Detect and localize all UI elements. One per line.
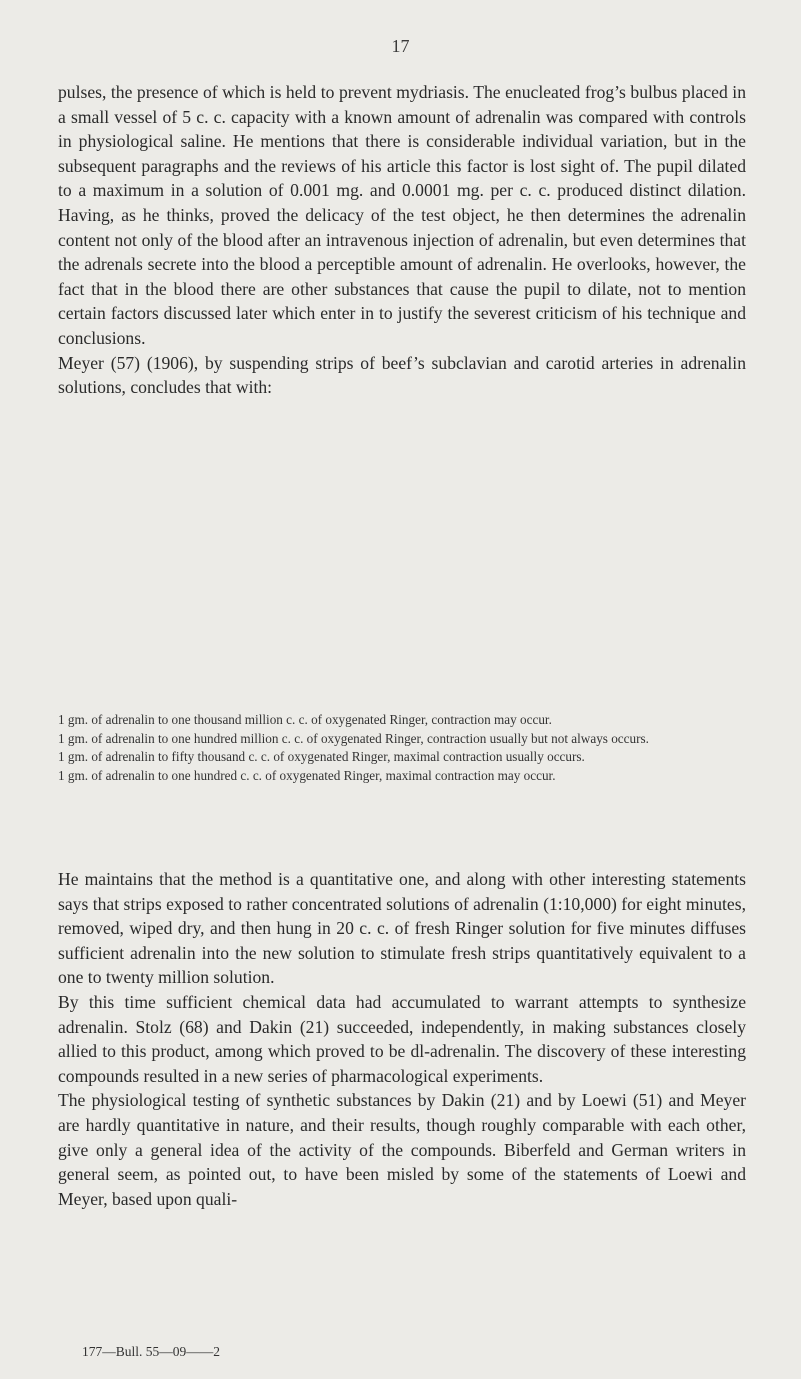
paragraph-testing: The physiological testing of synthetic substances by Dakin (21) and by Loewi (51) and Meyer are hardly quantitative in nature, and their results, though roughly comparable with each other, give only a general idea of the activity of the compounds. Biberfeld and German writers in general seem, as pointed out, to have been misled by some of the statements of Loewi and Meyer, based upon quali- [58,1090,746,1209]
paragraph-intro: pulses, the presence of which is held to prevent mydriasis. The enucleated frog’s bulbus placed in a small vessel of 5 c. c. capacity with a known amount of adrenalin was compared with controls in physiological saline. He mentions that there is considerable individual variation, but in the subsequent paragraphs and the reviews of his article this factor is lost sight of. The pupil dilated to a maximum in a solution of 0.001 mg. and 0.0001 mg. per c. c. produced distinct dilation. Having, as he thinks, proved the delicacy of the test object, he then determines the adrenalin content not only of the blood after an intravenous injection of adrenalin, but even determines that the adrenals secrete into the blood a perceptible amount of adrenalin. He overlooks, however, the fact that in the blood there are other substances that cause the pupil to dilate, not to mention certain factors discussed later which enter in to justify the severest criticism of his technique and conclusions. [58,82,746,348]
quote-item: 1 gm. of adrenalin to one hundred c. c. of oxygenated Ringer, maximal contraction may occur. [58,767,556,783]
body-text-bottom [58,867,746,1211]
quote-item: 1 gm. of adrenalin to one hundred million c. c. of oxygenated Ringer, contraction usually but not always occurs. [58,730,649,746]
quote-item: 1 gm. of adrenalin to fifty thousand c. c. of oxygenated Ringer, maximal contraction usually occurs. [58,749,585,765]
quote-item: 1 gm. of adrenalin to one thousand million c. c. of oxygenated Ringer, contraction may occur. [58,712,552,727]
page-number: 17 [391,36,410,56]
paragraph-meyer: Meyer (57) (1906), by suspending strips of beef’s subclavian and carotid arteries in adrenalin solutions, concludes that with: [58,352,746,398]
body-text-top [58,80,746,400]
paragraph-synthesis: By this time sufficient chemical data had accumulated to warrant attempts to synthesize adrenalin. Stolz (68) and Dakin (21) succeeded, independently, in making substances closely allied to this product, among which proved to be dl-adrenalin. The discovery of these interesting compounds resulted in a new series of pharmacological experiments. [58,991,746,1086]
paragraph-method: He maintains that the method is a quantitative one, and along with other interesting statements says that strips exposed to rather concentrated solutions of adrenalin (1:10,000) for eight minutes, removed, wiped dry, and then hung in 20 c. c. of fresh Ringer solution for five minutes diffuses sufficient adrenalin into the new solution to stimulate fresh strips quantitatively equivalent to a one to twenty million solution. [58,869,746,988]
quoted-results-list [58,711,746,785]
printer-signature: 177—Bull. 55—09——2 [82,1344,221,1359]
